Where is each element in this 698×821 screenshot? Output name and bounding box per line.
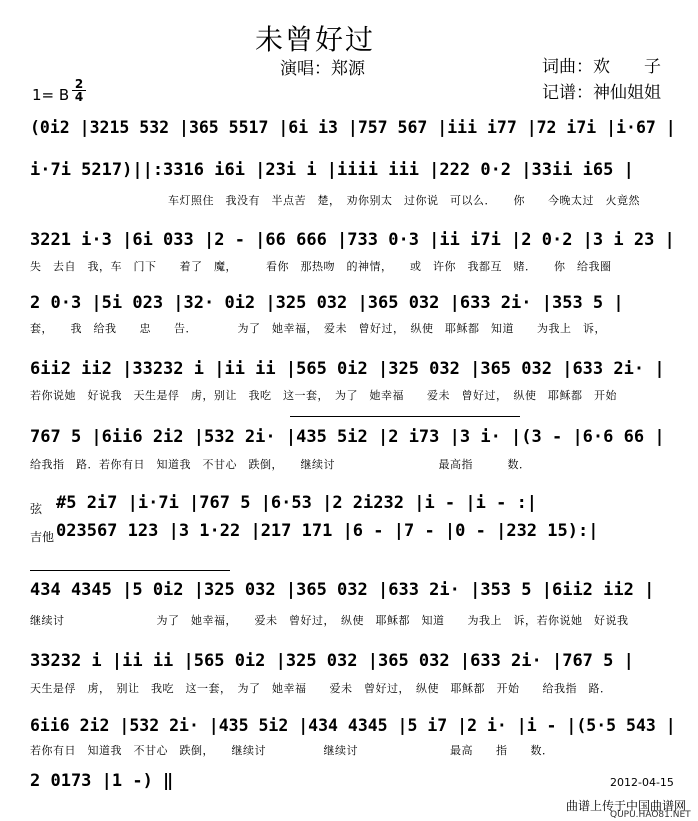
time-signature-bottom: 4: [72, 90, 86, 103]
singer-credit: 演唱：郑源: [280, 59, 365, 79]
strings-label: 弦: [30, 502, 43, 516]
bracket-line-1: [290, 416, 520, 417]
notation-row-11: 6ii6 2i2 |532 2i· |435 5i2 |434 4345 |5 i7 |2 i· |i - |(5·5 543 |: [30, 716, 676, 735]
notation-row-10: 33232 i |ii ii |565 0i2 |325 032 |365 032 |633 2i· |767 5 |: [30, 651, 634, 671]
date-stamp: 2012-04-15: [610, 776, 674, 789]
notation-row-6: 767 5 |6ii6 2i2 |532 2i· |435 5i2 |2 i73 |3 i· |(3 - |6·6 66 |: [30, 427, 665, 447]
notation-row-3: 3221 i·3 |6i 033 |2 - |66 666 |733 0·3 |ii i7i |2 0·2 |3 i 23 |: [30, 230, 675, 250]
song-title: 未曾好过: [255, 23, 376, 56]
guitar-label: 吉他: [30, 530, 55, 544]
composer-credit: 词曲：欢 子: [542, 57, 661, 77]
lyrics-row-5: 若你说她 好说我 天生是俘 虏，别让 我吃 这一套， 为了 她幸福 爱未 曾好过， 纵使 耶稣都 开始: [30, 389, 617, 402]
time-signature: [72, 78, 86, 103]
notation-row-12: 2 0173 |1 -) ‖: [30, 771, 174, 791]
watermark-text: 曲谱上传于中国曲谱网: [566, 799, 687, 813]
notation-row-5: 6ii2 ii2 |33232 i |ii ii |565 0i2 |325 032 |365 032 |633 2i· |: [30, 359, 665, 379]
lyrics-row-10: 天生是俘 虏， 别让 我吃 这一套， 为了 她幸福 爱未 曾好过， 纵使 耶稣都 开始 给我指 路．: [30, 682, 612, 695]
lyrics-row-6: 给我指 路．若你有日 知道我 不甘心 跌倒， 继续讨 最高指 数．: [30, 458, 531, 471]
lyrics-row-9: 继续讨 为了 她幸福， 爱未 曾好过， 纵使 耶稣都 知道 为我上 诉，若你说她 好说我: [30, 614, 629, 627]
bracket-line-2: [30, 570, 230, 571]
key-signature: 1= B: [32, 86, 70, 104]
notation-row-4: 2 0·3 |5i 023 |32· 0i2 |325 032 |365 032 |633 2i· |353 5 |: [30, 293, 624, 313]
notation-row-guitar: 023567 123 |3 1·22 |217 171 |6 - |7 - |0 - |232 15):|: [56, 521, 599, 541]
notation-row-strings: #5 2i7 |i·7i |767 5 |6·53 |2 2i232 |i - |i - :|: [56, 493, 538, 513]
lyrics-row-4: 套， 我 给我 忠 告． 为了 她幸福， 爱未 曾好过， 纵使 耶稣都 知道 为我上 诉，: [30, 322, 606, 335]
notation-row-1: (0i2 |3215 532 |365 5517 |6i i3 |757 567 |iii i77 |72 i7i |i·67 |: [30, 118, 676, 137]
time-signature-top: 2: [74, 77, 84, 91]
lyrics-row-11: 若你有日 知道我 不甘心 跌倒， 继续讨 继续讨 最高 指 数．: [30, 744, 554, 757]
notation-row-2: i·7i 5217)||:3316 i6i |23i i |iiii iii |222 0·2 |33ii i65 |: [30, 160, 634, 180]
lyrics-row-3: 失 去自 我，车 门下 着了 魔， 看你 那热吻 的神情， 或 许你 我都互 赌． 你 给我圈: [30, 260, 612, 273]
watermark-url: QUPU.HAO81.NET: [610, 810, 691, 820]
transcriber-credit: 记谱：神仙姐姐: [542, 83, 661, 103]
lyrics-row-2: 车灯照住 我没有 半点苦 楚， 劝你别太 过你说 可以么． 你 今晚太过 火竟然: [168, 194, 640, 207]
notation-row-9: 434 4345 |5 0i2 |325 032 |365 032 |633 2i· |353 5 |6ii2 ii2 |: [30, 580, 655, 600]
